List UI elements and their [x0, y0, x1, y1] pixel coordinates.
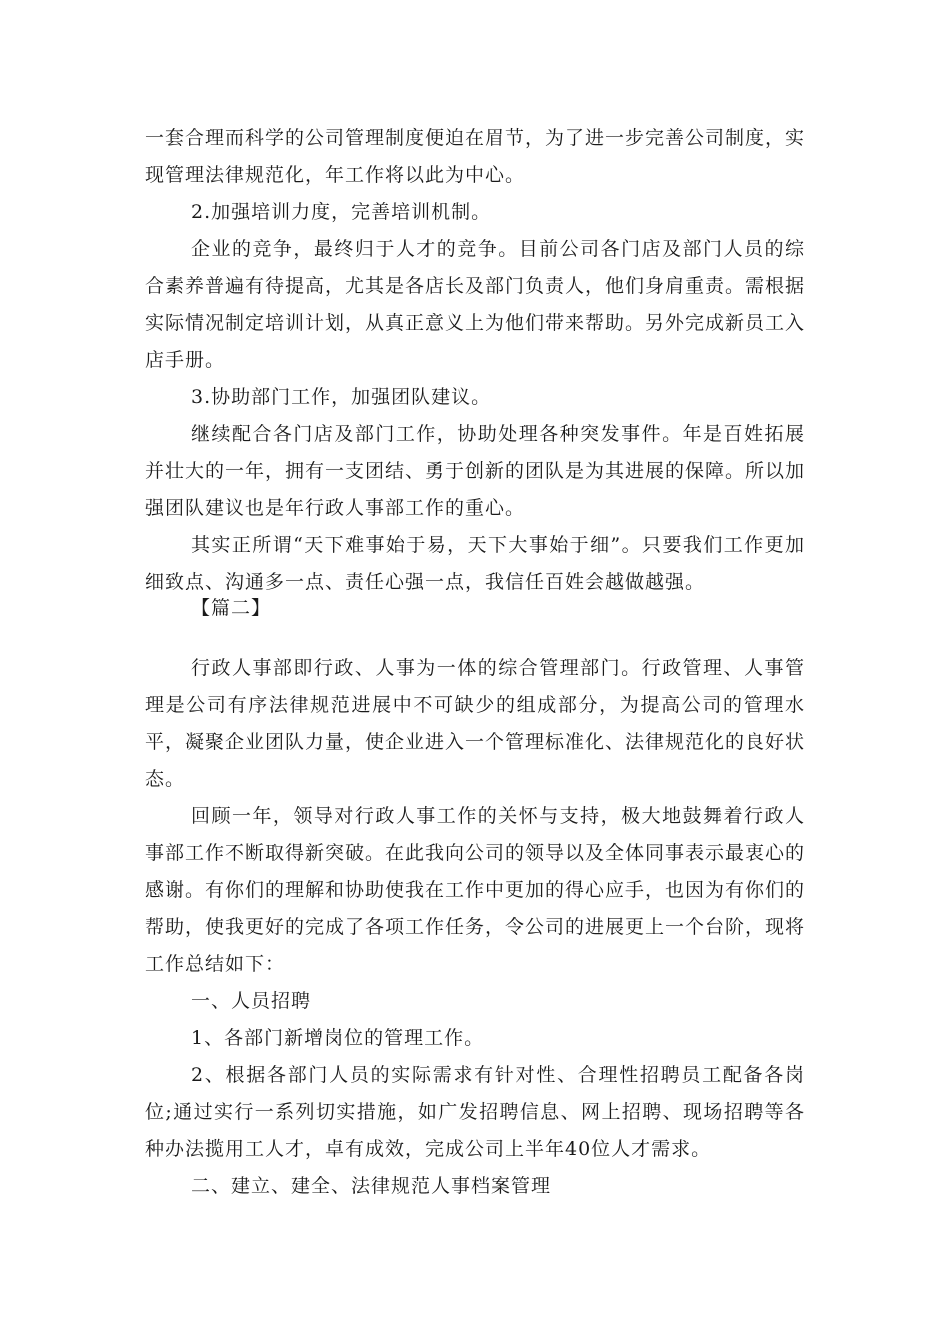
numbered-subheading: 二、建立、建全、法律规范人事档案管理 — [191, 1175, 552, 1197]
paragraph: 企业的竞争，最终归于人才的竞争。目前公司各门店及部门人员的综合素养普遍有待提高，尤其是各店长及部门负责人，他们身肩重责。需根据实际情况制定培训计划，从真正意义上为他们带来帮助。另外完成新员工入店手册。 — [145, 238, 806, 371]
numbered-subheading: 3.协助部门工作，加强团队建议。 — [191, 386, 492, 408]
list-item: 1、各部门新增岗位的管理工作。 — [191, 1027, 485, 1049]
paragraph: 回顾一年，领导对行政人事工作的关怀与支持，极大地鼓舞着行政人事部工作不断取得新突破。在此我向公司的领导以及全体同事表示最衷心的感谢。有你们的理解和协助使我在工作中更加的得心应手，也因为有你们的帮助，使我更好的完成了各项工作任务，令公司的进展更上一个台阶，现将工作总结如下： — [145, 805, 806, 975]
paragraph: 一套合理而科学的公司管理制度便迫在眉节，为了进一步完善公司制度，实现管理法律规范化，年工作将以此为中心。 — [145, 127, 806, 186]
paragraph: 行政人事部即行政、人事为一体的综合管理部门。行政管理、人事管理是公司有序法律规范进展中不可缺少的组成部分，为提高公司的管理水平，凝聚企业团队力量，使企业进入一个管理标准化、法律规范化的良好状态。 — [145, 657, 806, 790]
section-one-body — [145, 120, 805, 601]
paragraph: 继续配合各门店及部门工作，协助处理各种突发事件。年是百姓拓展并壮大的一年，拥有一支团结、勇于创新的团队是为其进展的保障。所以加强团队建议也是年行政人事部工作的重心。 — [145, 423, 806, 519]
numbered-subheading: 一、人员招聘 — [191, 990, 312, 1012]
list-item: 2、根据各部门人员的实际需求有针对性、合理性招聘员工配备各岗位;通过实行一系列切实措施，如广发招聘信息、网上招聘、现场招聘等各种办法揽用工人才，卓有成效，完成公司上半年40位人才需求。 — [145, 1064, 805, 1160]
paragraph: 其实正所谓“天下难事始于易，天下大事始于细”。只要我们工作更加细致点、沟通多一点、责任心强一点，我信任百姓会越做越强。 — [145, 534, 805, 593]
section-heading: 【篇二】 — [191, 597, 272, 619]
section-two-body — [145, 650, 805, 1205]
numbered-subheading: 2.加强培训力度，完善培训机制。 — [191, 201, 492, 223]
